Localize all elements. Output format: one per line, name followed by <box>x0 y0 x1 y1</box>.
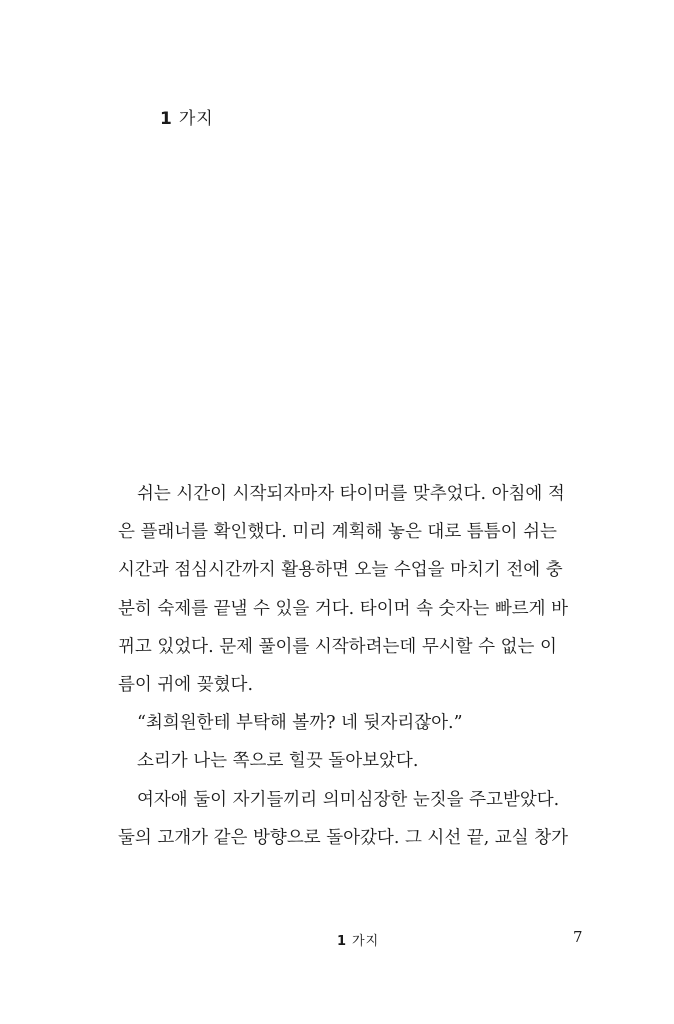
running-footer <box>337 930 379 949</box>
chapter-heading <box>160 104 214 129</box>
chapter-number: 1 <box>160 109 173 129</box>
paragraph: “최희원한테 부탁해 볼까? 네 뒷자리잖아.” <box>137 713 463 734</box>
chapter-title: 가지 <box>178 109 214 129</box>
page-number: 7 <box>573 928 583 946</box>
body-text <box>118 475 588 857</box>
paragraph: 둘의 고개가 같은 방향으로 돌아갔다. 그 시선 끝, 교실 창가 <box>118 827 569 848</box>
paragraph: 여자애 둘이 자기들끼리 의미심장한 눈짓을 주고받았다. <box>137 789 560 810</box>
paragraph: 소리가 나는 쪽으로 힐끗 돌아보았다. <box>137 751 419 772</box>
footer-chapter-number: 1 <box>337 934 348 949</box>
paragraph: 쉬는 시간이 시작되자마자 타이머를 맞추었다. 아침에 적 은 플래너를 확인했다. 미리 계획해 놓은 대로 틈틈이 쉬는 시간과 점심시간까지 활용하면 오늘 수업을 마치기 전에 충 분히 숙제를 끝낼 수 있을 거다. 타이머 속 숫자는 빠르게 바 뀌고 있었다. 문제 풀이를 시작하려는데 무시할 수 없는 이 름이 귀에 꽂혔다. <box>118 484 569 696</box>
footer-chapter-title: 가지 <box>352 934 380 949</box>
